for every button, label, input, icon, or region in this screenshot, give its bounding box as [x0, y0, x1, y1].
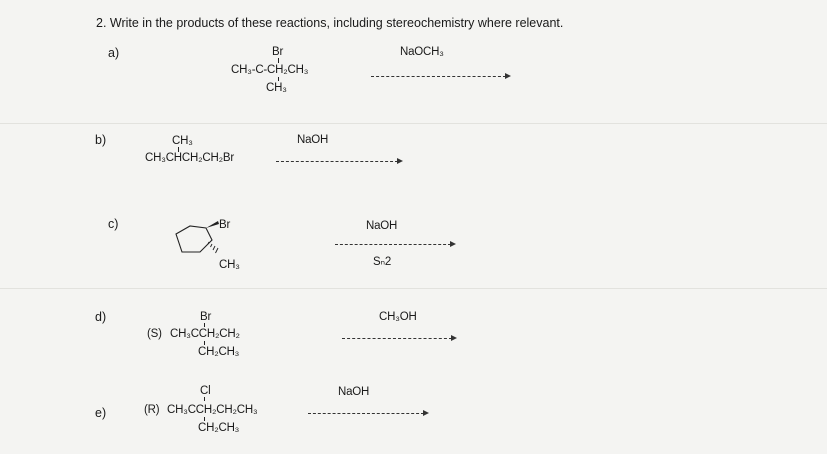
reaction-label-d: d): [95, 310, 107, 324]
reaction-c-arrow: [335, 244, 451, 245]
reaction-e-arrow: [308, 413, 424, 414]
reaction-a-main-chain: CH₃-C-CH₂CH₃: [231, 64, 309, 76]
reaction-c-wedge-substituent: Br: [219, 219, 231, 231]
reaction-a-arrow: [371, 76, 506, 77]
reaction-e-main-chain: CH₃CCH₂CH₂CH₃: [167, 404, 258, 416]
reaction-d-substituent-top: Br: [200, 311, 212, 323]
bond-e-top: [204, 397, 205, 401]
bond-a-top: [278, 58, 279, 63]
wedge-bond: [206, 221, 219, 228]
reaction-label-a: a): [108, 46, 120, 60]
reaction-c-condition: Sₙ2: [373, 256, 392, 268]
question-text: 2. Write in the products of these reactions, including stereochemistry where relevant.: [96, 16, 564, 30]
reaction-a-substituent-top: Br: [272, 46, 284, 58]
reaction-d-reagent: CH₃OH: [379, 311, 417, 323]
reaction-b-main-chain: CH₃CHCH₂CH₂Br: [145, 152, 234, 164]
reaction-label-b: b): [95, 133, 107, 147]
reaction-b-reagent: NaOH: [297, 134, 329, 146]
reaction-label-e: e): [95, 406, 107, 420]
reaction-label-c: c): [108, 217, 119, 231]
reaction-d-main-chain: CH₃CCH₂CH₂: [170, 328, 240, 340]
bond-e-bottom: [204, 417, 205, 421]
reaction-d-substituent-bottom: CH₂CH₃: [198, 346, 240, 358]
divider-line: [0, 288, 827, 289]
bond-a-bottom: [278, 77, 279, 81]
reaction-b-arrowhead: [397, 158, 403, 164]
reaction-d-arrow: [342, 338, 452, 339]
reaction-c-reagent: NaOH: [366, 220, 398, 232]
reaction-a-substituent-bottom: CH₃: [266, 82, 287, 94]
ring-outline: [176, 226, 212, 252]
reaction-e-substituent-top: Cl: [200, 385, 211, 397]
reaction-b-substituent-top: CH₃: [172, 135, 193, 147]
reaction-e-substituent-bottom: CH₂CH₃: [198, 422, 240, 434]
bond-d-bottom: [204, 341, 205, 345]
reaction-e-reagent: NaOH: [338, 386, 370, 398]
reaction-e-stereo: (R): [144, 404, 160, 416]
divider-line: [0, 123, 827, 124]
reaction-c-arrowhead: [450, 241, 456, 247]
hash-bond: [208, 242, 218, 253]
reaction-d-arrowhead: [451, 335, 457, 341]
reaction-b-arrow: [276, 161, 398, 162]
reaction-a-reagent: NaOCH₃: [400, 46, 444, 58]
reaction-d-stereo: (S): [147, 328, 162, 340]
reaction-e-arrowhead: [423, 410, 429, 416]
reaction-a-arrowhead: [505, 73, 511, 79]
bond-d-top: [204, 323, 205, 327]
reaction-c-hash-substituent: CH₃: [219, 259, 240, 271]
